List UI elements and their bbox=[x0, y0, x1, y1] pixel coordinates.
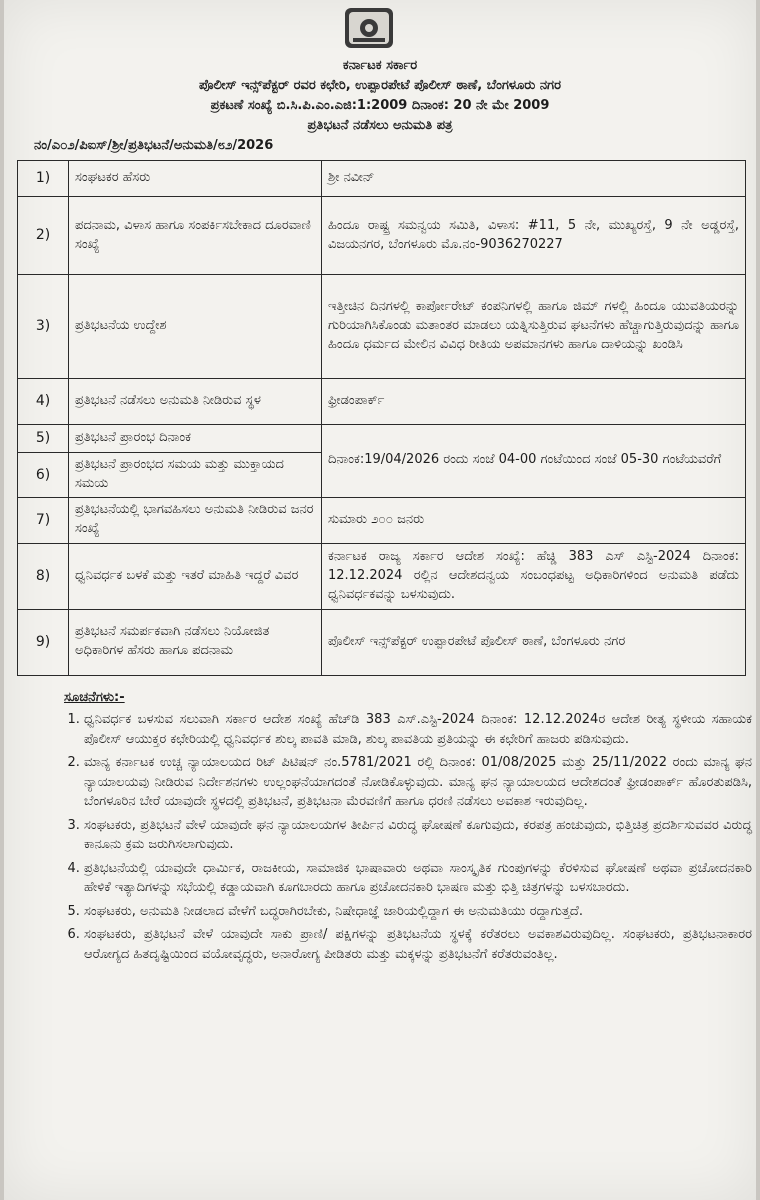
list-item: 1. ಧ್ವನಿವರ್ಧಕ ಬಳಸುವ ಸಲುವಾಗಿ ಸರ್ಕಾರ ಆದೇಶ ಸಂಖ್ಯೆ ಹೆಚ್‌ಡಿ 383 ಎಸ್.ಎಸ್ಟಿ-2024 ದಿನಾಂಕ: 12.12.2024ರ ಆದೇಶ ರೀತ್ಯ ಸ್ಥಳೀಯ ಸಹಾಯಕ ಪೊಲೀಸ್ ಆಯುಕ್ತರ ಕಛೇರಿಯಲ್ಲಿ ಧ್ವನಿವರ್ಧಕ ಶುಲ್ಕ ಪಾವತಿ ಮಾಡಿ, ಶುಲ್ಕ ಪಾವತಿಯ ಪ್ರತಿಯನ್ನು ಈ ಕಛೇರಿಗೆ ಹಾಜರು ಪಡಿಸುವುದು. bbox=[84, 710, 752, 749]
table-row bbox=[18, 379, 746, 425]
office-heading: ಪೊಲೀಸ್ ಇನ್ಸ್‌ಪೆಕ್ಟರ್ ರವರ ಕಛೇರಿ, ಉಪ್ಪಾರಪೇಟೆ ಪೊಲೀಸ್ ಠಾಣೆ, ಬೆಂಗಳೂರು ನಗರ bbox=[199, 78, 561, 93]
row-number: 2) bbox=[18, 197, 69, 275]
list-item: 2. ಮಾನ್ಯ ಕರ್ನಾಟಕ ಉಚ್ಚ ನ್ಯಾಯಾಲಯದ ರಿಟ್ ಪಿಟಿಷನ್ ನಂ.5781/2021 ರಲ್ಲಿ ದಿನಾಂಕ: 01/08/2025 ಮತ್ತು 25/11/2022 ರಂದು ಮಾನ್ಯ ಘನ ನ್ಯಾಯಾಲಯವು ನೀಡಿರುವ ನಿರ್ದೇಶನಗಳು ಉಲ್ಲಂಘನೆಯಾಗದಂತೆ ನೋಡಿಕೊಳ್ಳುವುದು. ಮಾನ್ಯ ಘನ ನ್ಯಾಯಾಲಯದ ಆದೇಶದಂತೆ ಫ್ರೀಡಂಪಾರ್ಕ್ ಹೊರತುಪಡಿಸಿ, ಬೆಂಗಳೂರಿನ ಬೇರೆ ಯಾವುದೇ ಸ್ಥಳದಲ್ಲಿ ಪ್ರತಿಭಟನೆ, ಪ್ರತಿಭಟನಾ ಮೆರವಣಿಗೆ ಹಾಗೂ ಧರಣಿ ನಡೆಸಲು ಅವಕಾಶ ಇರುವುದಿಲ್ಲ. bbox=[84, 753, 752, 812]
row-number: 1) bbox=[18, 161, 69, 197]
table-row bbox=[18, 609, 746, 675]
row-label: ಪ್ರತಿಭಟನೆ ಪ್ರಾರಂಭದ ಸಮಯ ಮತ್ತು ಮುಕ್ತಾಯದ ಸಮಯ bbox=[69, 453, 322, 498]
row-label: ಪ್ರತಿಭಟನೆಯ ಉದ್ದೇಶ bbox=[69, 275, 322, 379]
government-heading: ಕರ್ನಾಟಕ ಸರ್ಕಾರ bbox=[342, 58, 418, 73]
document-title: ಪ್ರತಿಭಟನೆ ನಡೆಸಲು ಅನುಮತಿ ಪತ್ರ bbox=[307, 118, 453, 133]
table-row bbox=[18, 543, 746, 609]
row-value: ಶ್ರೀ ನವೀನ್ bbox=[322, 161, 746, 197]
row-number: 7) bbox=[18, 497, 69, 543]
notes-heading: ಸೂಚನೆಗಳು:- bbox=[64, 690, 125, 705]
row-label: ಪ್ರತಿಭಟನೆ ಸಮರ್ಪಕವಾಗಿ ನಡೆಸಲು ನಿಯೋಜಿತ ಅಧಿಕಾರಿಗಳ ಹೆಸರು ಹಾಗೂ ಪದನಾಮ bbox=[69, 609, 322, 675]
row-number: 3) bbox=[18, 275, 69, 379]
row-number: 5) bbox=[18, 425, 69, 453]
list-item: 6. ಸಂಘಟಕರು, ಪ್ರತಿಭಟನೆ ವೇಳೆ ಯಾವುದೇ ಸಾಕು ಪ್ರಾಣಿ/ ಪಕ್ಷಿಗಳನ್ನು ಪ್ರತಿಭಟನೆಯ ಸ್ಥಳಕ್ಕೆ ಕರೆತರಲು ಅವಕಾಶವಿರುವುದಿಲ್ಲ. ಸಂಘಟಕರು, ಪ್ರತಿಭಟನಾಕಾರರ ಆರೋಗ್ಯದ ಹಿತದೃಷ್ಟಿಯಿಂದ ವಯೋವೃದ್ಧರು, ಅನಾರೋಗ್ಯ ಪೀಡಿತರು ಮತ್ತು ಮಕ್ಕಳನ್ನು ಪ್ರತಿಭಟನೆಗೆ ಕರೆತರುವಂತಿಲ್ಲ. bbox=[84, 925, 752, 964]
row-number: 9) bbox=[18, 609, 69, 675]
row-label: ಪ್ರತಿಭಟನೆ ನಡೆಸಲು ಅನುಮತಿ ನೀಡಿರುವ ಸ್ಥಳ bbox=[69, 379, 322, 425]
row-value: ಕರ್ನಾಟಕ ರಾಜ್ಯ ಸರ್ಕಾರ ಆದೇಶ ಸಂಖ್ಯೆ: ಹೆಚ್ಡಿ 383 ಎಸ್ ಎಸ್ಟಿ-2024 ದಿನಾಂಕ: 12.12.2024 ರಲ್ಲಿನ ಆದೇಶದನ್ವಯ ಸಂಬಂಧಪಟ್ಟ ಅಧಿಕಾರಿಗಳಿಂದ ಅನುಮತಿ ಪಡೆದು ಧ್ವನಿವರ್ಧಕವನ್ನು ಬಳಸುವುದು. bbox=[322, 543, 746, 609]
list-item: 3. ಸಂಘಟಕರು, ಪ್ರತಿಭಟನೆ ವೇಳೆ ಯಾವುದೇ ಘನ ನ್ಯಾಯಾಲಯಗಳ ತೀರ್ಪಿನ ವಿರುದ್ಧ ಘೋಷಣೆ ಕೂಗುವುದು, ಕರಪತ್ರ ಹಂಚುವುದು, ಭಿತ್ತಿಚಿತ್ರ ಪ್ರದರ್ಶಿಸುವವರ ವಿರುದ್ಧ ಕಾನೂನು ಕ್ರಮ ಜರುಗಿಸಲಾಗುವುದು. bbox=[84, 816, 752, 855]
row-value: ಪೊಲೀಸ್ ಇನ್ಸ್‌ಪೆಕ್ಟರ್ ಉಪ್ಪಾರಪೇಟೆ ಪೊಲೀಸ್ ಠಾಣೆ, ಬೆಂಗಳೂರು ನಗರ bbox=[322, 609, 746, 675]
row-number: 8) bbox=[18, 543, 69, 609]
table-row bbox=[18, 275, 746, 379]
police-emblem-icon bbox=[341, 6, 397, 50]
row-label: ಸಂಘಟಕರ ಹೆಸರು bbox=[69, 161, 322, 197]
reference-number: ನಂ/ಎ೦೨/ಪಿಐಸ್/ಶ್ರೀ/ಪ್ರತಿಭಟನೆ/ಅನುಮತಿ/೮೨/2026 bbox=[34, 138, 274, 153]
notification-line: ಪ್ರಕಟಣೆ ಸಂಖ್ಯೆ ಬಿ.ಸಿ.ಪಿ.ಎಂ.ಎಜಿ:1:2009 ದಿನಾಂಕ: 20 ನೇ ಮೇ 2009 bbox=[210, 98, 550, 113]
table-row bbox=[18, 425, 746, 453]
notes-list bbox=[56, 710, 752, 968]
table-row bbox=[18, 197, 746, 275]
row-value: ಹಿಂದೂ ರಾಷ್ಟ್ರ ಸಮನ್ವಯ ಸಮಿತಿ, ವಿಳಾಸ: #11, 5 ನೇ, ಮುಖ್ಯರಸ್ತೆ, 9 ನೇ ಅಡ್ಡರಸ್ತೆ, ವಿಜಯನಗರ, ಬೆಂಗಳೂರು ಮೊ.ನಂ-9036270227 bbox=[322, 197, 746, 275]
row-value: ಸುಮಾರು ೨೦೦ ಜನರು bbox=[322, 497, 746, 543]
row-label: ಪದನಾಮ, ವಿಳಾಸ ಹಾಗೂ ಸಂಪರ್ಕಿಸಬೇಕಾದ ದೂರವಾಣಿ ಸಂಖ್ಯೆ bbox=[69, 197, 322, 275]
row-number: 6) bbox=[18, 453, 69, 498]
row-label: ಪ್ರತಿಭಟನೆಯಲ್ಲಿ ಭಾಗವಹಿಸಲು ಅನುಮತಿ ನೀಡಿರುವ ಜನರ ಸಂಖ್ಯೆ bbox=[69, 497, 322, 543]
permission-details-table bbox=[17, 160, 746, 676]
row-label: ಧ್ವನಿವರ್ಧಕ ಬಳಕೆ ಮತ್ತು ಇತರೆ ಮಾಹಿತಿ ಇದ್ದರೆ ವಿವರ bbox=[69, 543, 322, 609]
row-value: ಇತ್ತೀಚಿನ ದಿನಗಳಲ್ಲಿ ಕಾರ್ಪೋರೇಟ್ ಕಂಪನಿಗಳಲ್ಲಿ ಹಾಗೂ ಜಿಮ್ ಗಳಲ್ಲಿ ಹಿಂದೂ ಯುವತಿಯರನ್ನು ಗುರಿಯಾಗಿಸಿಕೊಂಡು ಮತಾಂತರ ಮಾಡಲು ಯತ್ನಿಸುತ್ತಿರುವ ಘಟನೆಗಳು ಹೆಚ್ಚಾಗುತ್ತಿರುವುದನ್ನು ಹಾಗೂ ಹಿಂದೂ ಧರ್ಮದ ಮೇಲಿನ ವಿವಿಧ ರೀತಿಯ ಅಪಮಾನಗಳು ಹಾಗೂ ದಾಳಿಯನ್ನು ಖಂಡಿಸಿ bbox=[322, 275, 746, 379]
list-item: 5. ಸಂಘಟಕರು, ಅನುಮತಿ ನೀಡಲಾದ ವೇಳೆಗೆ ಬದ್ಧರಾಗಿರಬೇಕು, ನಿಷೇಧಾಜ್ಞೆ ಜಾರಿಯಲ್ಲಿದ್ದಾಗ ಈ ಅನುಮತಿಯು ರದ್ದಾಗುತ್ತದೆ. bbox=[84, 902, 752, 922]
row-value: ಫ್ರೀಡಂಪಾರ್ಕ್ bbox=[322, 379, 746, 425]
row-number: 4) bbox=[18, 379, 69, 425]
table-row bbox=[18, 497, 746, 543]
document-sheet bbox=[4, 0, 756, 1200]
list-item: 4. ಪ್ರತಿಭಟನೆಯಲ್ಲಿ ಯಾವುದೇ ಧಾರ್ಮಿಕ, ರಾಜಕೀಯ, ಸಾಮಾಜಿಕ ಭಾಷಾವಾರು ಅಥವಾ ಸಾಂಸ್ಕೃತಿಕ ಗುಂಪುಗಳನ್ನು ಕೆರಳಿಸುವ ಘೋಷಣೆ ಅಥವಾ ಪ್ರಚೋದನಕಾರಿ ಹೇಳಿಕೆ ಇತ್ಯಾದಿಗಳನ್ನು ಸಭೆಯಲ್ಲಿ ಕಡ್ಡಾಯವಾಗಿ ಕೂಗಬಾರದು ಹಾಗೂ ಪ್ರಚೋದನಕಾರಿ ಭಾಷಣ ಮತ್ತು ಭಿತ್ತಿ ಚಿತ್ರಗಳನ್ನು ಬಳಸಬಾರದು. bbox=[84, 859, 752, 898]
table-row bbox=[18, 161, 746, 197]
row-label: ಪ್ರತಿಭಟನೆ ಪ್ರಾರಂಭ ದಿನಾಂಕ bbox=[69, 425, 322, 453]
row-value: ದಿನಾಂಕ:19/04/2026 ರಂದು ಸಂಜೆ 04-00 ಗಂಟೆಯಿಂದ ಸಂಜೆ 05-30 ಗಂಟೆಯವರೆಗೆ bbox=[322, 425, 746, 498]
